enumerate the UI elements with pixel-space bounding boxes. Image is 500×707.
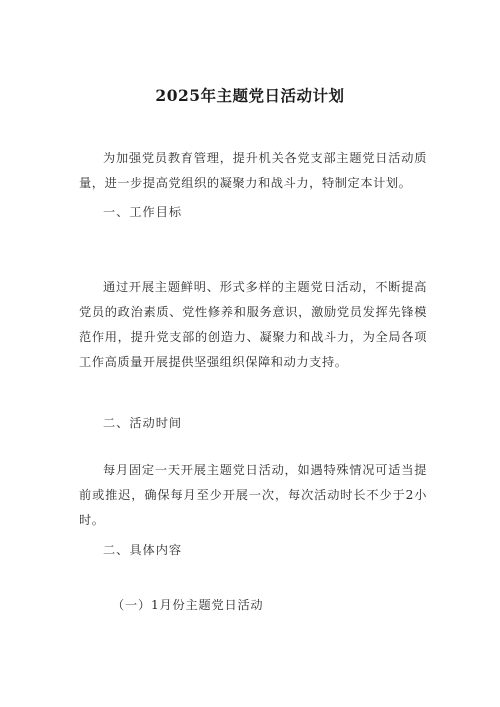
section-heading-goals: 一、工作目标 [103,205,183,219]
document-title: 2025年主题党日活动计划 [155,86,345,105]
subsection-heading-january: （一）1月份主题党日活动 [112,598,264,612]
time-paragraph: 每月固定一天开展主题党日活动，如遇特殊情况可适当提前或推迟，确保每月至少开展一次，每次活动时长不少于2小时。 [79,463,427,527]
section-heading-content: 二、具体内容 [103,543,183,557]
intro-paragraph: 为加强党员教育管理，提升机关各党支部主题党日活动质量，进一步提高党组织的凝聚力和战斗力，特制定本计划。 [79,151,427,190]
goals-paragraph: 通过开展主题鲜明、形式多样的主题党日活动，不断提高党员的政治素质、党性修养和服务意识，激励党员发挥先锋模范作用，提升党支部的创造力、凝聚力和战斗力，为全局各项工作高质量开展提供坚强组织保障和动力支持。 [79,280,427,369]
section-heading-time: 二、活动时间 [103,416,183,430]
